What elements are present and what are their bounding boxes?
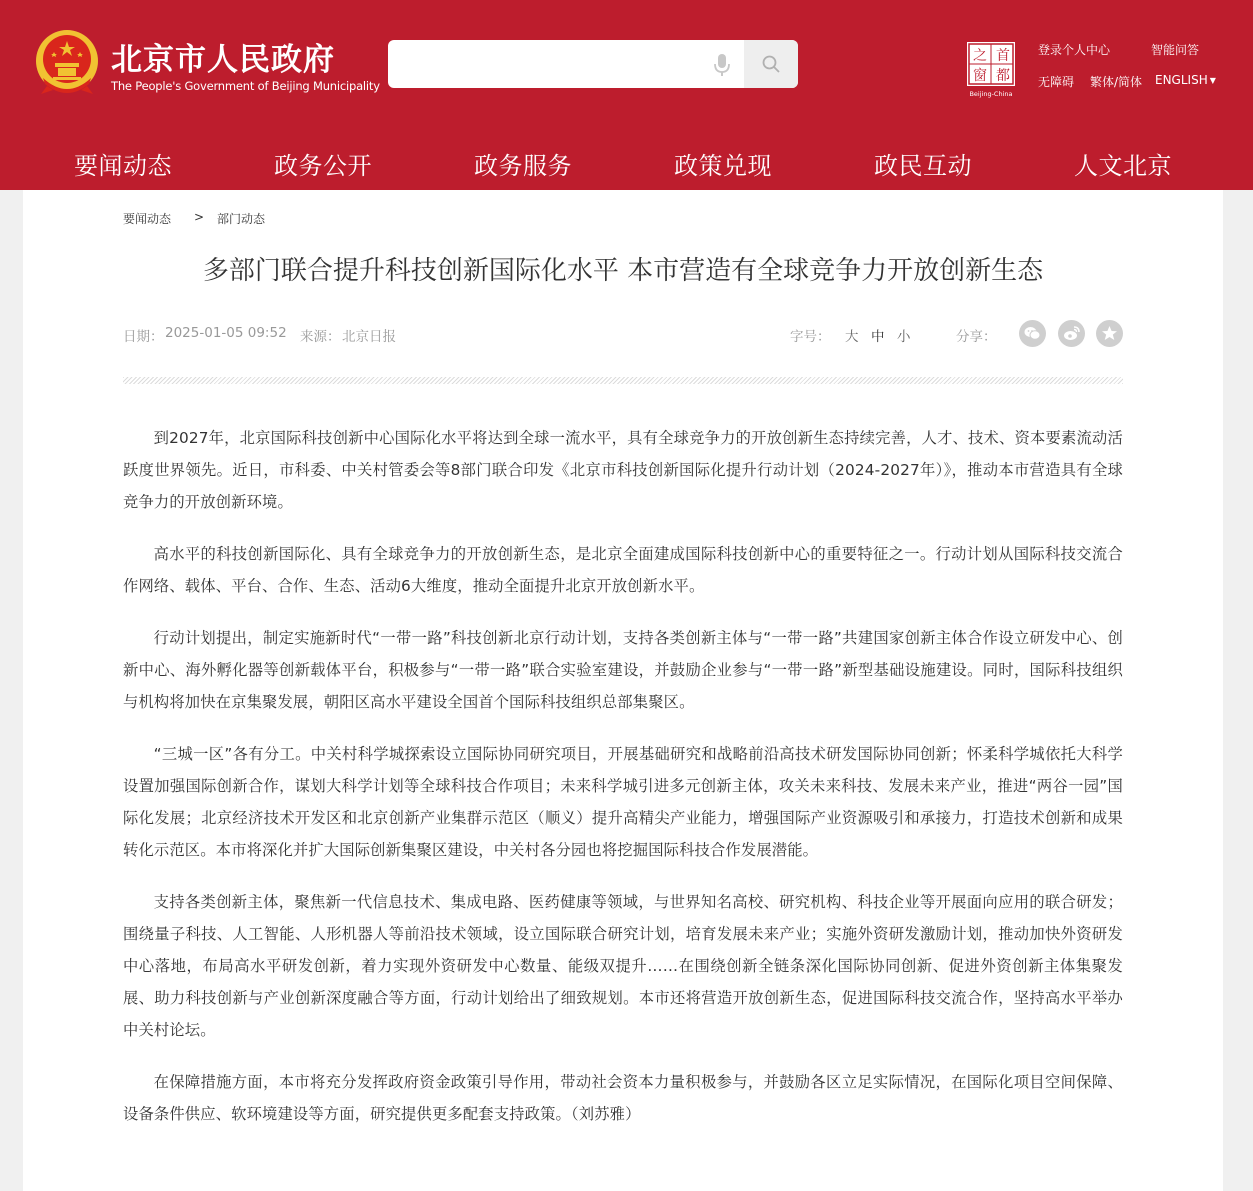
search-button[interactable]: [744, 40, 798, 88]
logo-caption: Beijing-China: [969, 90, 1013, 98]
smart-qa-link[interactable]: 智能问答: [1151, 43, 1200, 57]
favorite-icon[interactable]: [1096, 320, 1123, 347]
login-link[interactable]: 登录个人中心: [1038, 43, 1111, 57]
source-name: 北京日报: [342, 329, 396, 345]
search-icon: [761, 54, 781, 74]
site-title[interactable]: 北京市人民政府: [111, 42, 335, 78]
article-paragraph: 高水平的科技创新国际化、具有全球竞争力的开放创新生态，是北京全面建成国际科技创新中心的重要特征之一。行动计划从国际科技交流合作网络、载体、平台、合作、生态、活动6大维度，推动全面提升北京开放创新水平。: [123, 545, 1123, 595]
publish-date: 2025-01-05 09:52: [165, 325, 287, 341]
share-label: 分享：: [956, 329, 997, 345]
nav-item-gov-services[interactable]: 政务服务: [474, 152, 572, 180]
caret-down-icon: ▼: [1209, 76, 1216, 85]
font-size-label: 字号：: [790, 329, 831, 345]
main-nav: [0, 130, 1253, 190]
logo-char-1: 首: [996, 48, 1010, 64]
logo-char-3: 之: [973, 48, 987, 64]
breadcrumb-item-news[interactable]: 要闻动态: [123, 212, 172, 226]
nav-item-humanities[interactable]: 人文北京: [1074, 152, 1172, 180]
search-box: [388, 40, 798, 88]
article-paragraph: 支持各类创新主体，聚焦新一代信息技术、集成电路、医药健康等领域，与世界知名高校、研究机构、科技企业等开展面向应用的联合研发；围绕量子科技、人工智能、人形机器人等前沿技术领域，设立国际联合研究计划，培育发展未来产业；实施外资研发激励计划，推动加快外资研发中心落地，布局高水平研发创新，着力实现外资研发中心数量、能级双提升……在围绕创新全链条深化国际协同创新、促进外资创新主体集聚发展、助力科技创新与产业创新深度融合等方面，行动计划给出了细致规划。本市还将营造开放创新生态，促进国际科技交流合作，坚持高水平举办中关村论坛。: [123, 893, 1123, 1039]
accessibility-link[interactable]: 无障碍: [1038, 75, 1075, 89]
nav-item-interaction[interactable]: 政民互动: [874, 152, 972, 180]
article-paragraph: 到2027年，北京国际科技创新中心国际化水平将达到全球一流水平，具有全球竞争力的开放创新生态持续完善，人才、技术、资本要素流动活跃度世界领先。近日，市科委、中关村管委会等8部门联合印发《北京市科技创新国际化提升行动计划（2024-2027年）》，推动本市营造具有全球竞争力的开放创新环境。: [123, 429, 1123, 511]
site-subtitle: The People's Government of Beijing Municipality: [111, 79, 380, 93]
logo-char-4: 窗: [973, 68, 987, 84]
article-divider: [123, 377, 1123, 384]
date-label: 日期：: [123, 329, 164, 345]
logo-char-2: 都: [996, 68, 1010, 84]
english-label: ENGLISH: [1155, 73, 1208, 87]
microphone-icon[interactable]: [712, 52, 732, 78]
english-link[interactable]: [1155, 73, 1216, 87]
article-body: [123, 422, 1123, 1150]
article-title: 多部门联合提升科技创新国际化水平 本市营造有全球竞争力开放创新生态: [202, 256, 1044, 286]
font-size-small[interactable]: 小: [897, 329, 911, 345]
national-emblem-icon[interactable]: [33, 28, 101, 98]
header-top: [0, 0, 1253, 130]
article-paragraph: “三城一区”各有分工。中关村科学城探索设立国际协同研究项目，开展基础研究和战略前沿高技术研发国际协同创新；怀柔科学城依托大科学设置加强国际创新合作，谋划大科学计划等全球科技合作项目；未来科学城引进多元创新主体，攻关未来科技、发展未来产业，推进“两谷一园”国际化发展；北京经济技术开发区和北京创新产业集群示范区（顺义）提升高精尖产业能力，增强国际产业资源吸引和承接力，打造技术创新和成果转化示范区。本市将深化并扩大国际创新集聚区建设，中关村各分园也将挖掘国际科技合作发展潜能。: [123, 745, 1123, 859]
trad-simp-toggle[interactable]: 繁体/简体: [1090, 75, 1143, 89]
article-paragraph: 在保障措施方面，本市将充分发挥政府资金政策引导作用，带动社会资本力量积极参与，并鼓励各区立足实际情况，在国际化项目空间保障、设备条件供应、软环境建设等方面，研究提供更多配套支持政策。（刘苏雅）: [123, 1073, 1123, 1123]
wechat-icon[interactable]: [1019, 320, 1046, 347]
nav-item-news[interactable]: 要闻动态: [74, 152, 172, 180]
breadcrumb-item-dept[interactable]: 部门动态: [217, 212, 266, 226]
nav-item-gov-affairs-disclosure[interactable]: 政务公开: [274, 152, 372, 180]
breadcrumb-separator: >: [194, 210, 205, 224]
nav-item-policy[interactable]: 政策兑现: [674, 152, 772, 180]
article-paragraph: 行动计划提出，制定实施新时代“一带一路”科技创新北京行动计划，支持各类创新主体与“一带一路”共建国家创新主体合作设立研发中心、创新中心、海外孵化器等创新载体平台，积极参与“一带一路”联合实验室建设，并鼓励企业参与“一带一路”新型基础设施建设。同时，国际科技组织与机构将加快在京集聚发展，朝阳区高水平建设全国首个国际科技组织总部集聚区。: [123, 629, 1123, 711]
source-label: 来源：: [300, 329, 341, 345]
capital-window-logo[interactable]: [963, 40, 1019, 98]
site-header: [0, 0, 1253, 190]
font-size-large[interactable]: 大: [845, 329, 859, 345]
search-input[interactable]: [388, 40, 703, 88]
weibo-icon[interactable]: [1058, 320, 1085, 347]
font-size-medium[interactable]: 中: [871, 329, 885, 345]
